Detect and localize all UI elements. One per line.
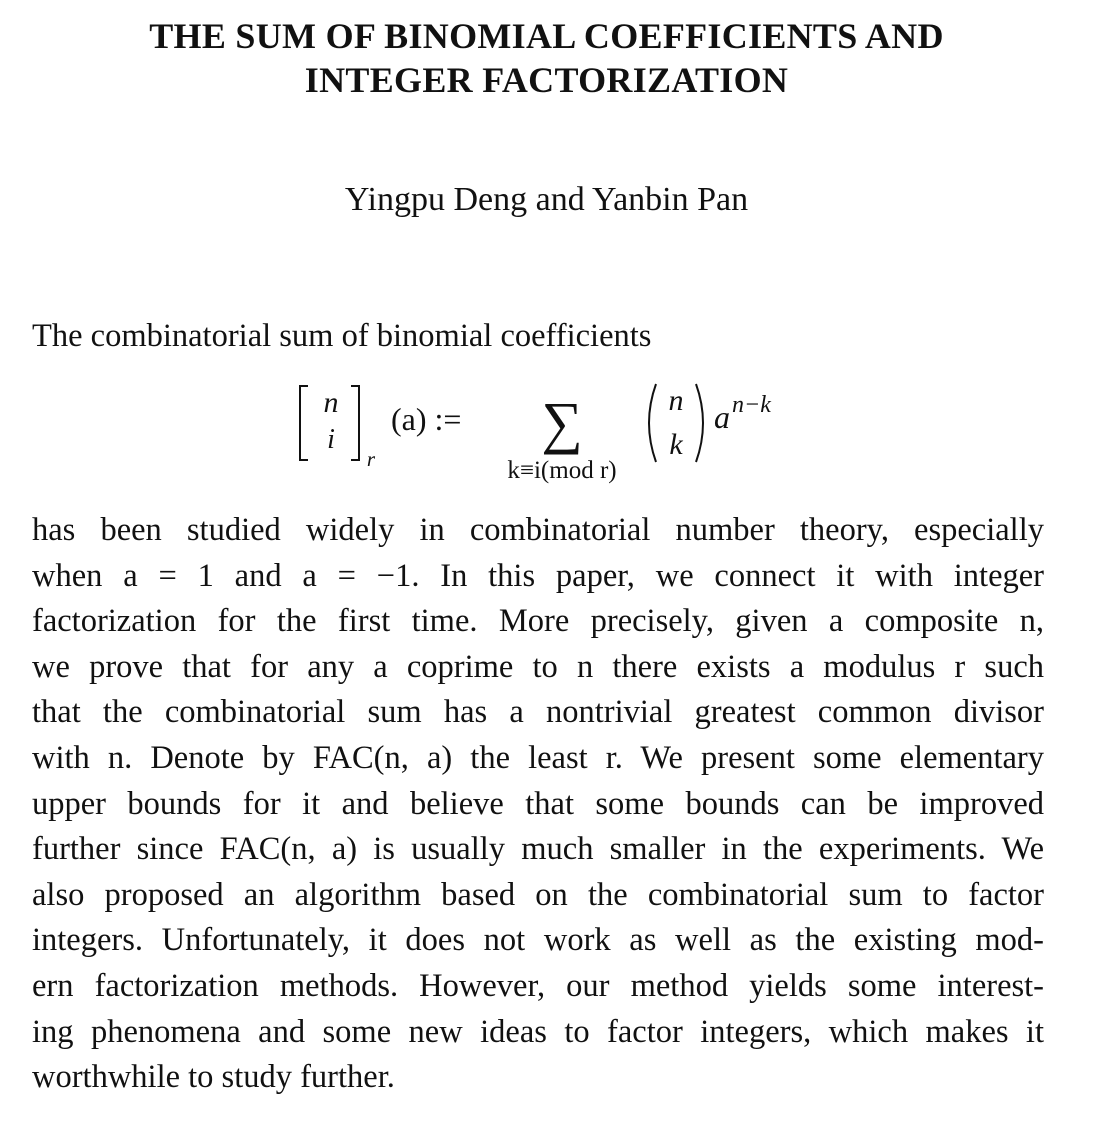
- bracket-top: n: [323, 386, 339, 419]
- intro-sentence: The combinatorial sum of binomial coefficients: [32, 318, 652, 354]
- abstract-line: factorization for the first time. More precisely, given a composite n,: [32, 603, 1044, 640]
- bracket-subscript: r: [366, 447, 376, 471]
- sum-symbol: ∑: [541, 390, 583, 455]
- abstract-paragraph: [32, 508, 1044, 1101]
- abstract-line: ern factorization methods. However, our method yields some interest-: [32, 967, 1044, 1004]
- abstract-line: with n. Denote by FAC(n, a) the least r. We present some elementary: [32, 739, 1044, 776]
- abstract-line: integers. Unfortunately, it does not work as well as the existing mod-: [32, 922, 1044, 959]
- abstract-line: when a = 1 and a = −1. In this paper, we connect it with integer: [32, 557, 1044, 594]
- abstract-line: worthwhile to study further.: [32, 1059, 395, 1096]
- abstract-line: further since FAC(n, a) is usually much smaller in the experiments. We: [32, 831, 1044, 868]
- bracket-bottom: i: [327, 424, 335, 455]
- authors: Yingpu Deng and Yanbin Pan: [344, 181, 749, 218]
- title-line-2: INTEGER FACTORIZATION: [304, 60, 789, 100]
- formula-argument: (a) :=: [391, 401, 462, 437]
- power-base: a: [714, 399, 730, 435]
- paper-title: [40, 14, 1053, 102]
- sum-index: k≡i(mod r): [507, 457, 617, 484]
- abstract-line: ing phenomena and some new ideas to factor integers, which makes it: [32, 1013, 1044, 1050]
- abstract-line: upper bounds for it and believe that some bounds can be improved: [32, 785, 1044, 822]
- abstract-line: that the combinatorial sum has a nontrivial greatest common divisor: [32, 694, 1044, 731]
- binom-top: n: [668, 384, 684, 417]
- right-paren: [696, 384, 703, 462]
- abstract-line: we prove that for any a coprime to n there exists a modulus r such: [32, 648, 1044, 685]
- title-line-1: THE SUM OF BINOMIAL COEFFICIENTS AND: [149, 16, 944, 56]
- abstract-line: has been studied widely in combinatorial number theory, especially: [32, 512, 1044, 548]
- abstract-line: also proposed an algorithm based on the combinatorial sum to factor: [32, 876, 1044, 913]
- power-exponent: n−k: [732, 392, 771, 418]
- left-paren: [649, 384, 656, 462]
- binom-bottom: k: [669, 428, 683, 461]
- left-bracket: [300, 386, 308, 460]
- right-bracket: [351, 386, 359, 460]
- display-formula: [0, 372, 1093, 492]
- formula-svg: [0, 372, 1093, 492]
